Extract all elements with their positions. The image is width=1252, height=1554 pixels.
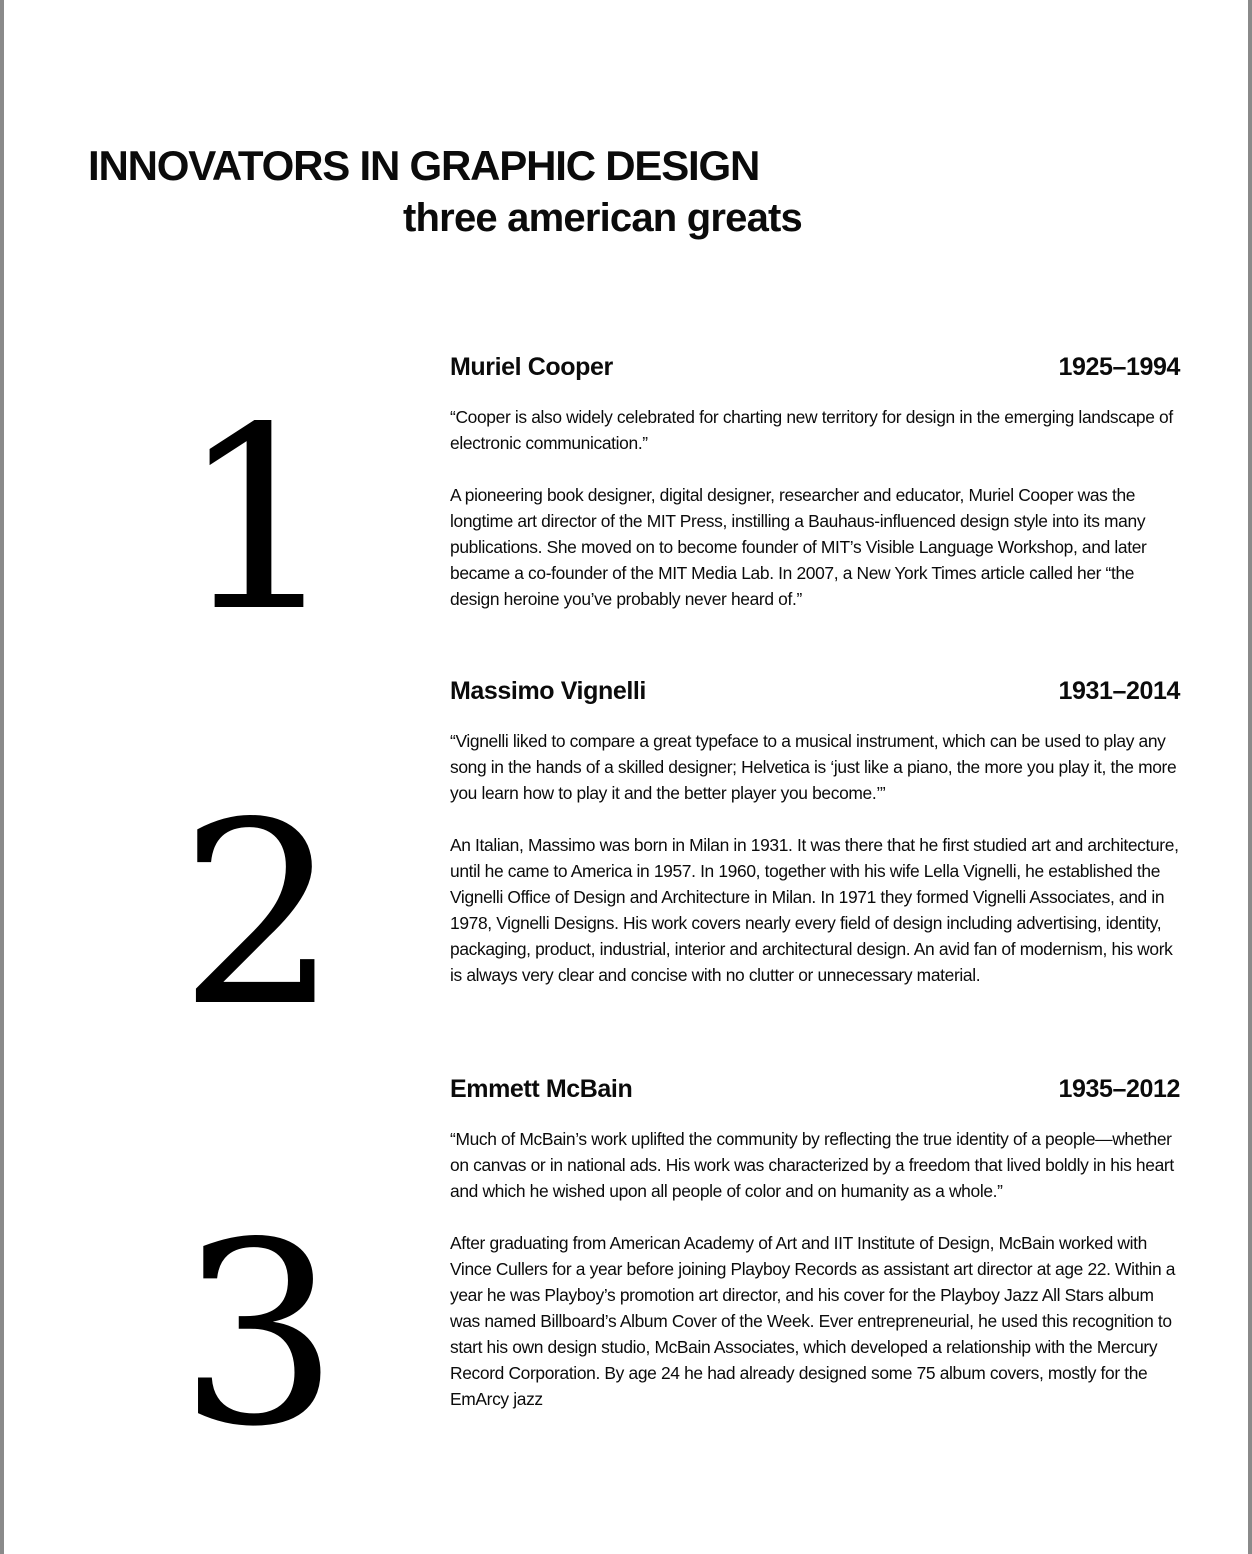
designer-quote: “Vignelli liked to compare a great typeface to a musical instrument, which can be used to play any song in the hands of a skilled designer; Helvetica is ‘just like a piano, the more you play it, the more you learn how to play it and the better player you become.’” bbox=[450, 731, 1177, 803]
page-title: INNOVATORS IN GRAPHIC DESIGN bbox=[88, 142, 760, 189]
page-subtitle: three american greats bbox=[403, 196, 802, 240]
designer-name: Muriel Cooper bbox=[450, 353, 613, 381]
designer-years: 1925–1994 bbox=[1058, 353, 1180, 381]
designer-bio: After graduating from American Academy of Art and IIT Institute of Design, McBain worked with Vince Cullers for a year before joining Playboy Records as assistant art director at age 22. Within a year he was Playboy’s promotion art director, and his cover for the Playboy Jazz All Stars album was named Billboard’s Album Cover of the Week. Ever entrepreneurial, he used this recognition to start his own design studio, McBain Associates, which developed a relationship with the Mercury Record Corporation. By age 24 he had already designed some 75 album covers, mostly for the EmArcy jazz bbox=[450, 1233, 1176, 1409]
designer-quote: “Cooper is also widely celebrated for charting new territory for design in the emerging landscape of electronic communication.” bbox=[450, 407, 1173, 453]
designer-years: 1931–2014 bbox=[1058, 677, 1180, 705]
designer-bio: A pioneering book designer, digital designer, researcher and educator, Muriel Cooper was the longtime art director of the MIT Press, instilling a Bauhaus-influenced design style into its many publications. She moved on to become founder of MIT’s Visible Language Workshop, and later became a co-founder of the MIT Media Lab. In 2007, a New York Times article called her “the design heroine you’ve probably never heard of.” bbox=[450, 485, 1147, 609]
entry-heading bbox=[450, 350, 1180, 384]
designer-name: Massimo Vignelli bbox=[450, 677, 646, 705]
title-block bbox=[88, 140, 802, 244]
entry-massimo-vignelli bbox=[450, 674, 1180, 988]
designer-quote: “Much of McBain’s work uplifted the community by reflecting the true identity of a people—whether on canvas or in national ads. His work was characterized by a freedom that lived boldly in his heart and which he wished upon all people of color and on humanity as a whole.” bbox=[450, 1129, 1174, 1201]
entry-number-1: 1 bbox=[178, 374, 340, 667]
entry-heading bbox=[450, 674, 1180, 708]
entry-heading bbox=[450, 1072, 1180, 1106]
designer-name: Emmett McBain bbox=[450, 1075, 633, 1103]
designer-years: 1935–2012 bbox=[1058, 1075, 1180, 1103]
entry-emmett-mcbain bbox=[450, 1072, 1180, 1412]
designer-bio: An Italian, Massimo was born in Milan in 1931. It was there that he first studied art and architecture, until he came to America in 1957. In 1960, together with his wife Lella Vignelli, he established the Vignelli Office of Design and Architecture in Milan. In 1971 they formed Vignelli Associates, and in 1978, Vignelli Designs. His work covers nearly every field of design including advertising, identity, packaging, product, industrial, interior and architectural design. An avid fan of modernism, his work is always very clear and concise with no clutter or unnecessary material. bbox=[450, 835, 1179, 985]
entry-muriel-cooper bbox=[450, 350, 1180, 612]
document-page bbox=[4, 0, 1248, 1554]
entry-number-3: 3 bbox=[178, 1189, 340, 1482]
entry-number-2: 2 bbox=[178, 769, 340, 1062]
